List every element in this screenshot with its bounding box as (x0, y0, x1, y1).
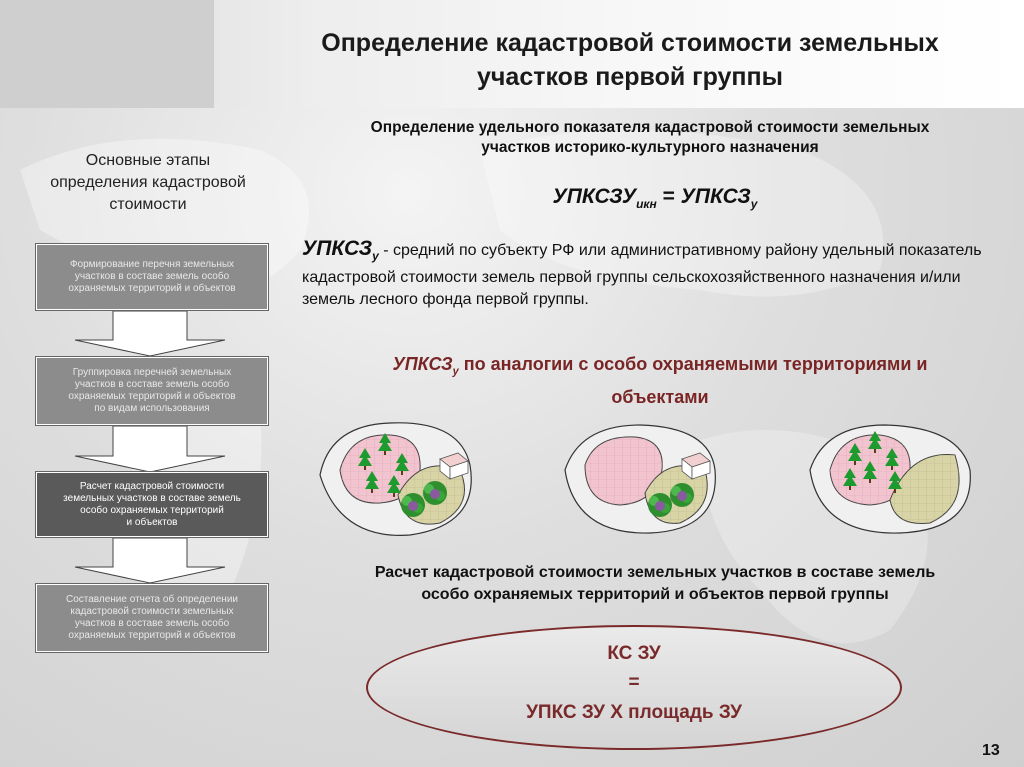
shrub-icon (423, 481, 447, 505)
stage-text-line: охраняемых территорий и объектов (68, 283, 236, 294)
stage-text-line: кадастровой стоимости земельных (70, 606, 234, 617)
stage-box-3 (36, 472, 268, 537)
down-arrow (75, 426, 225, 472)
plot-illustration-2 (565, 425, 715, 533)
result-formula-equals: = (628, 672, 640, 693)
stage-box-1 (36, 244, 268, 310)
analogy-text: по аналогии с особо охраняемыми территориями и (458, 354, 928, 374)
stage-text-line: Формирование перечня земельных (69, 259, 235, 270)
plot-illustration-1 (320, 423, 471, 536)
plot-illustration-3 (810, 425, 970, 533)
stage-text-line: по видам использования (94, 403, 210, 414)
formula-left-subscript: икн (636, 197, 657, 212)
formula-right: УПКСЗ (680, 185, 751, 208)
land-plot-illustrations (310, 415, 1010, 545)
result-formula-line-1: КС ЗУ (607, 643, 661, 664)
formula-equals: = (656, 185, 681, 208)
stages-caption-line: стоимости (109, 196, 187, 213)
slide-title (240, 26, 1020, 94)
slide-title-line-2: участков первой группы (477, 63, 783, 91)
result-formula-line-3: УПКС ЗУ Х площадь ЗУ (526, 702, 742, 723)
calculation-caption-line: особо охраняемых территорий и объектов первой группы (421, 586, 889, 603)
stage-text-line: Группировка перечней земельных (72, 367, 232, 378)
stage-text-line: земельных участков в составе земель (63, 492, 241, 504)
formula-right-subscript: у (750, 197, 758, 212)
main-formula (300, 185, 1010, 211)
definition-paragraph (302, 238, 982, 311)
analogy-term: УПКСЗ (392, 354, 453, 374)
stage-text-line: участков в составе земель особо (74, 618, 230, 629)
stage-text-line: и объектов (126, 516, 178, 528)
definition-term-subscript: у (372, 249, 379, 264)
stage-box-2 (36, 357, 268, 425)
slide-title-line-1: Определение кадастровой стоимости земельных (321, 29, 939, 57)
analogy-text-line-2: объектами (611, 386, 709, 407)
stage-text-line: участков в составе земель особо (74, 271, 230, 282)
section-subtitle-line: Определение удельного показателя кадастровой стоимости земельных (370, 119, 930, 136)
analogy-heading (300, 352, 1020, 410)
section-subtitle (290, 118, 1010, 158)
stage-text-line: особо охраняемых территорий (80, 504, 224, 516)
section-subtitle-line: участков историко-культурного назначения (481, 139, 819, 156)
definition-text: - средний по субъекту РФ или административному району удельный показатель кадастровой стоимости земель первой группы сельскохозяйственного назначения и/или земель лесного фонда первой группы. (302, 242, 982, 309)
stage-text-line: Расчет кадастровой стоимости (79, 480, 225, 492)
stages-caption-line: определения кадастровой (50, 174, 246, 191)
analogy-term-subscript: у (452, 365, 459, 378)
definition-term (302, 237, 379, 264)
stage-text-line: охраняемых территорий и объектов (68, 391, 236, 402)
stages-caption-line: Основные этапы (85, 152, 211, 169)
down-arrow (75, 538, 225, 583)
down-arrow (75, 311, 225, 356)
calculation-caption (295, 562, 1015, 606)
stage-text-line: Составление отчета об определении (65, 594, 238, 605)
stage-text-line: охраняемых территорий и объектов (68, 630, 236, 641)
page-number: 13 (982, 742, 1000, 759)
shrub-icon (648, 493, 672, 517)
shrub-icon (401, 493, 425, 517)
stage-box-4 (36, 584, 268, 652)
formula-left: УПКСЗУ (552, 185, 637, 208)
stage-text-line: участков в составе земель особо (74, 379, 230, 390)
calculation-caption-line: Расчет кадастровой стоимости земельных участков в составе земель (374, 564, 936, 581)
definition-term-main: УПКСЗ (302, 237, 373, 260)
shrub-icon (670, 483, 694, 507)
